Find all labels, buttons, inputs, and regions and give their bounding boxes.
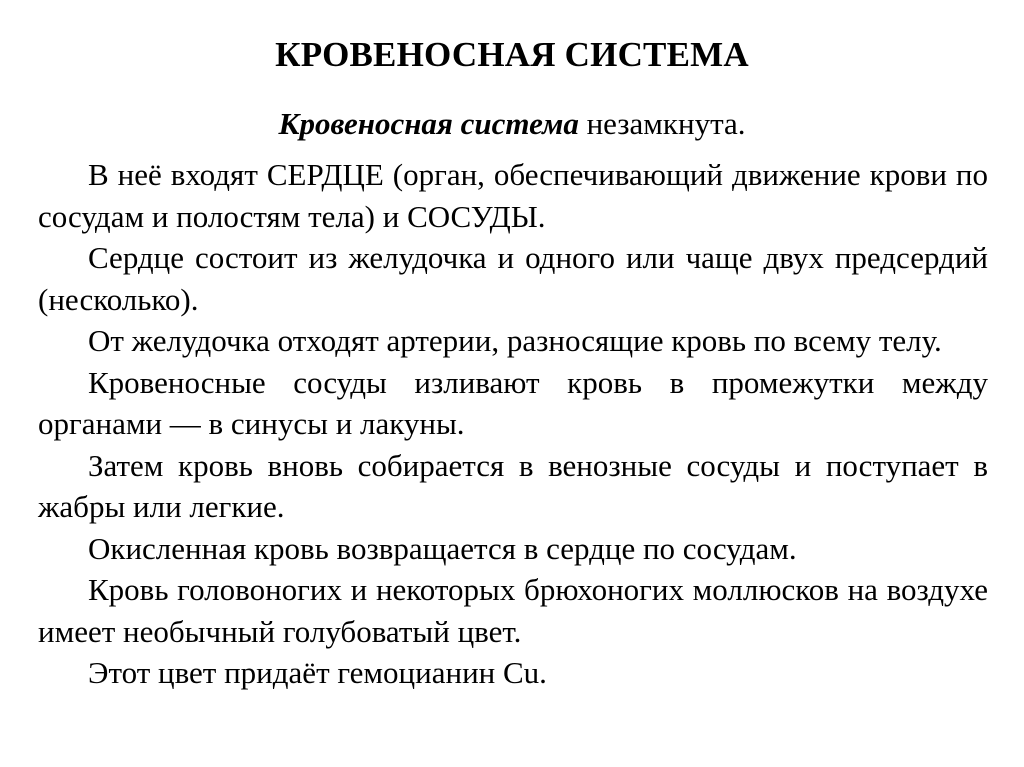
- paragraph: Этот цвет придаёт гемоцианин Cu.: [88, 655, 547, 690]
- subtitle-emphasis: Кровеносная система: [278, 106, 579, 141]
- paragraph: Окисленная кровь возвращается в сердце по сосудам.: [88, 530, 797, 566]
- slide-body: [38, 154, 988, 694]
- paragraph: Кровеносные сосуды изливают кровь в промежутки между органами — в синусы и лакуны.: [38, 364, 988, 441]
- slide-title: КРОВЕНОСНАЯ СИСТЕМА: [275, 35, 749, 74]
- paragraph: Затем кровь вновь собирается в венозные сосуды и поступает в жабры или легкие.: [38, 447, 988, 524]
- paragraph: Сердце состоит из желудочка и одного или чаще двух предсердий (несколько).: [38, 240, 988, 317]
- paragraph: В неё входят СЕРДЦЕ (орган, обеспечивающий движение крови по сосудам и полостям тела) и СОСУДЫ.: [38, 157, 988, 234]
- subtitle-rest: незамкнута.: [578, 106, 746, 141]
- paragraph: От желудочка отходят артерии, разносящие кровь по всему телу.: [88, 323, 942, 358]
- slide-subtitle: [0, 104, 1024, 144]
- paragraph: Кровь головоногих и некоторых брюхоногих моллюсков на воздухе имеет необычный голубоватый цвет.: [38, 572, 988, 649]
